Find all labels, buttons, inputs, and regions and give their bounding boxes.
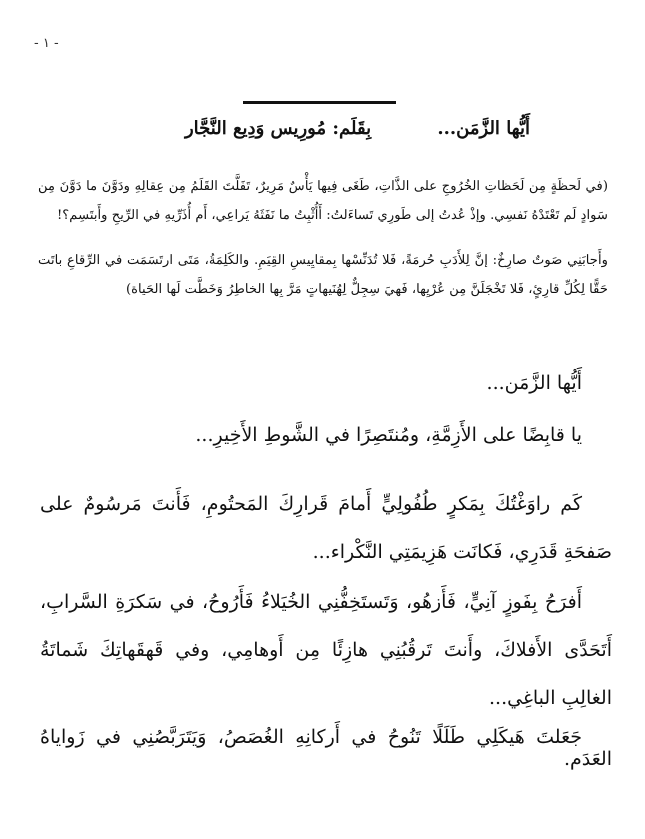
poem-line-2: يا قابِضًا على الأَزِمَّةِ، ومُنتَصِرًا في الشَّوطِ الأَخِيرِ...	[195, 424, 582, 446]
decorative-rule	[243, 101, 396, 104]
poem-stanza-2: أَفرَحُ بِفَوزٍ آنِيٍّ، فَأَزهُو، وَتَستَخِفُّنِي الخُيَلاءُ فَأَرُوحُ، في سَكرَةِ السَّرابِ، أَتَحَدَّى الأَفلاكَ، وأَنتَ تَرقُبُنِي هازِئًا مِن أَوهامِي، وفي قَهقَهاتِكَ شَماتَةُ الغالِبِ الباغِي...	[40, 591, 612, 709]
intro-paragraph-1: (في لَحظَةٍ مِن لَحَظاتِ الخُرُوجِ على الذَّاتِ، طَغَى فِيها يَأْسٌ مَرِيرٌ، تَفَلَّتَ القَلَمُ مِن عِقالِهِ ودَوَّنَ ما دَوَّنَ مِن سَوادٍ لَم تَعْتَدْهُ نَفسِي. وإذْ عُدتُ إلى طَورِي تَساءَلتُ: أَأُثْبِتُ ما نَفَثَهُ يَراعِي، أَم أُذَرِّيهِ في الرِّيحِ وأَبتَسِم؟!	[38, 179, 608, 223]
intro-paragraph-2: وأَجابَنِي صَوتٌ صارِخٌ: إنَّ لِلأَدَبِ حُرمَةً، فَلا تُدَنِّسْها بِمقايِيسِ القِيَمِ. والكَلِمَةُ، مَتَى ارتَسَمَت في الرِّقاعِ باتَت حَقًّا لِكُلِّ قارِئٍ، فَلا تَخْجَلَنَّ مِن عُرْيِها، فَهيَ سِجِلٌّ لِهُنَيهاتٍ مَرَّ بِها الخاطِرُ وَخَطَّت لَها الحَياة)	[38, 253, 608, 297]
page-number: - ١ -	[34, 36, 59, 51]
author-byline: بِقَلَم: مُورِيس وَدِيع النَّجَّار	[184, 118, 372, 139]
poem-stanza-1: كَم راوَغْتُكَ بِمَكرٍ طُفُولِيٍّ أَمامَ قَرارِكَ المَحتُومِ، فَأَنتَ مَرسُومٌ على صَفحَةِ قَدَرِي، فَكانَت هَزِيمَتِي النَّكْراء...	[40, 493, 612, 563]
page-heading	[120, 118, 530, 139]
poem-title: أَيُّها الزَّمَن...	[437, 118, 530, 139]
poem-stanza-3: جَعَلتَ هَيكَلِي طَلَلًا تَنُوحُ في أَركانِهِ الغُصَصُ، وَيَتَرَبَّصُنِي في زَواياهُ العَدَم.	[40, 726, 612, 770]
poem-line-1: أَيُّها الزَّمَن...	[486, 372, 582, 394]
